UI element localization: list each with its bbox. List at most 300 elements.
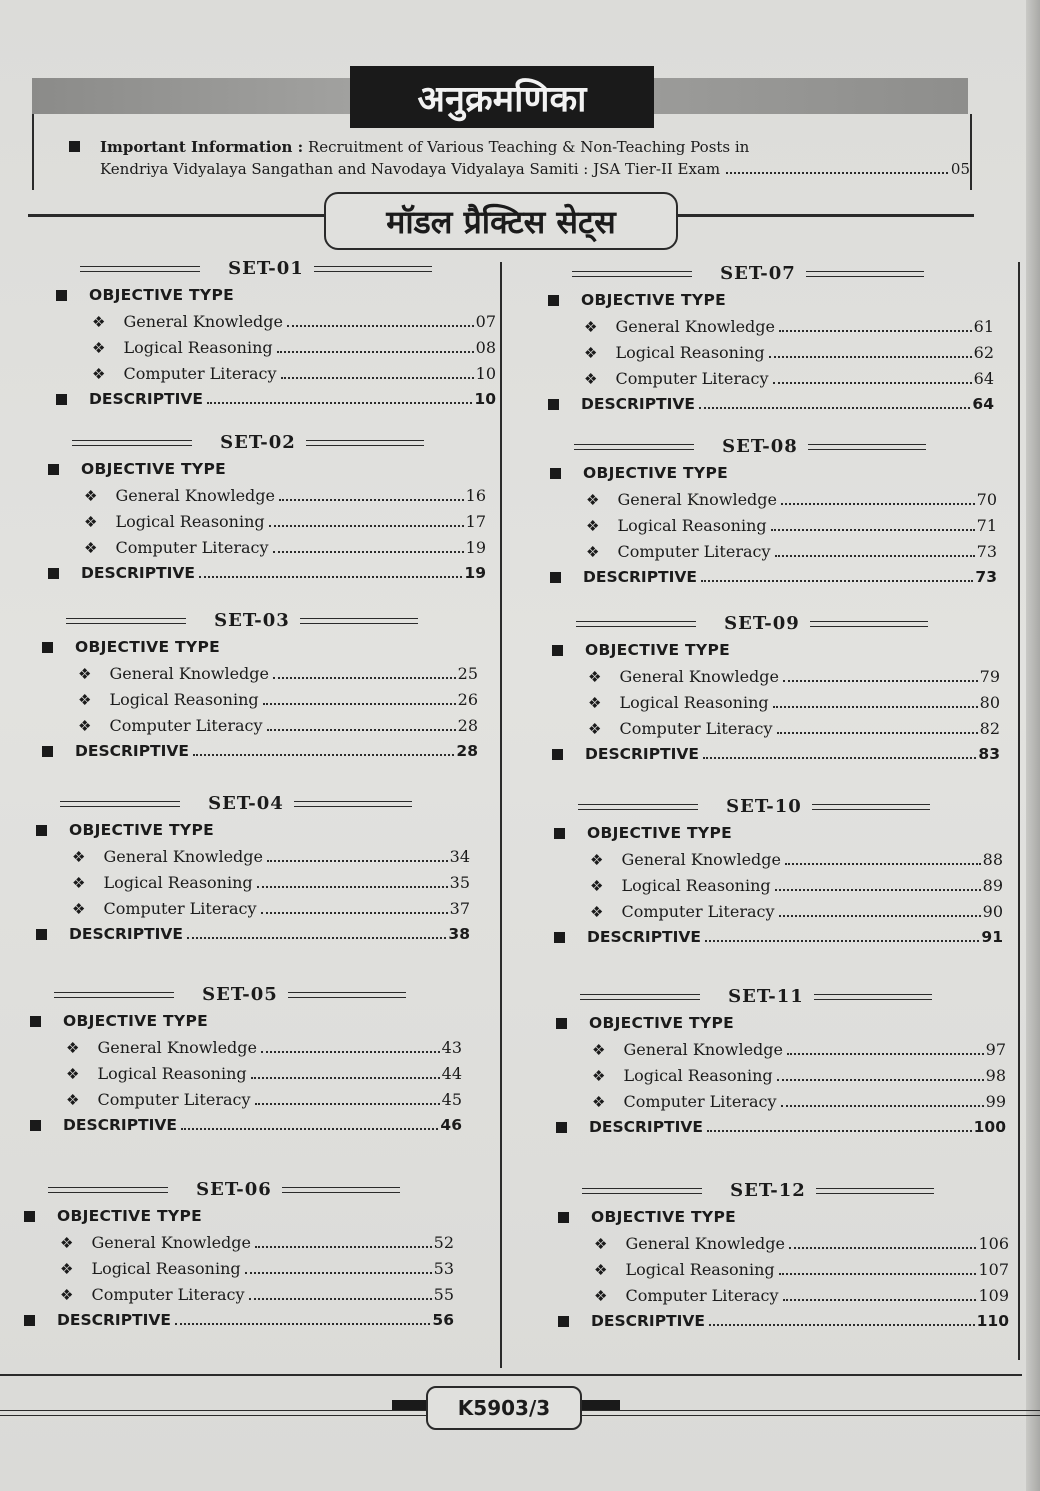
objective-row: [558, 1208, 1009, 1234]
general-knowledge-page: 70: [976, 490, 997, 509]
descriptive-page: 73: [975, 568, 997, 586]
leader-dots: [255, 1246, 432, 1248]
objective-type-label: OBJECTIVE TYPE: [57, 1207, 202, 1225]
index-title: अनुक्रमणिका: [350, 66, 654, 128]
info-text-2: Kendriya Vidyalaya Sangathan and Navodaya Vidyalaya Samiti : JSA Tier-II Exam: [100, 160, 721, 178]
objective-type-label: OBJECTIVE TYPE: [89, 286, 234, 304]
objective-type-label: OBJECTIVE TYPE: [591, 1208, 736, 1226]
diamond-bullet-icon: ❖: [594, 1235, 608, 1253]
computer-literacy-page: 55: [433, 1285, 454, 1304]
leader-dots: [783, 1299, 977, 1301]
general-knowledge-label: General Knowledge: [617, 490, 777, 509]
square-bullet-icon: [24, 1315, 35, 1326]
set-title: SET-12: [730, 1180, 806, 1201]
logical-reasoning-page: 44: [441, 1064, 462, 1083]
diamond-bullet-icon: ❖: [84, 539, 98, 557]
logical-reasoning-page: 35: [449, 873, 470, 892]
square-bullet-icon: [554, 932, 565, 943]
diamond-bullet-icon: ❖: [584, 370, 598, 388]
leader-dots: [279, 499, 464, 501]
diamond-bullet-icon: ❖: [592, 1067, 606, 1085]
diamond-bullet-icon: ❖: [66, 1091, 80, 1109]
descriptive-label: DESCRIPTIVE: [591, 1312, 705, 1330]
diamond-bullet-icon: ❖: [588, 720, 602, 738]
diamond-bullet-icon: ❖: [92, 365, 106, 383]
computer-literacy-label: Computer Literacy: [115, 538, 269, 557]
leader-dots: [261, 912, 448, 914]
set-rule-left: [580, 994, 700, 1000]
descriptive-row: [554, 928, 1003, 954]
set-rule-left: [572, 271, 692, 277]
computer-literacy-page: 109: [978, 1286, 1009, 1305]
general-knowledge-row: [554, 850, 1003, 876]
computer-literacy-row: [550, 542, 997, 568]
objective-row: [42, 638, 478, 664]
footer-bar-right: [576, 1400, 620, 1410]
general-knowledge-page: 79: [979, 667, 1000, 686]
square-bullet-icon: [36, 929, 47, 940]
diamond-bullet-icon: ❖: [92, 339, 106, 357]
general-knowledge-row: [56, 312, 496, 338]
square-bullet-icon: [42, 642, 53, 653]
logical-reasoning-row: [548, 343, 994, 369]
objective-row: [36, 821, 470, 847]
page-edge: [1026, 0, 1040, 1491]
set-rule-right: [306, 440, 424, 446]
computer-literacy-label: Computer Literacy: [617, 542, 771, 561]
set-heading: [30, 984, 462, 1008]
diamond-bullet-icon: ❖: [78, 691, 92, 709]
set-title: SET-01: [228, 258, 304, 279]
leader-dots: [709, 1324, 975, 1326]
leader-dots: [781, 1105, 984, 1107]
descriptive-label: DESCRIPTIVE: [585, 745, 699, 763]
set-heading: [48, 432, 486, 456]
general-knowledge-label: General Knowledge: [97, 1038, 257, 1057]
set-rule-left: [48, 1187, 168, 1193]
square-bullet-icon: [48, 464, 59, 475]
computer-literacy-page: 90: [982, 902, 1003, 921]
logical-reasoning-label: Logical Reasoning: [97, 1064, 247, 1083]
descriptive-label: DESCRIPTIVE: [81, 564, 195, 582]
set-rule-left: [66, 618, 186, 624]
descriptive-page: 46: [440, 1116, 462, 1134]
set-rule-right: [816, 1188, 934, 1194]
square-bullet-icon: [552, 645, 563, 656]
descriptive-row: [558, 1312, 1009, 1338]
leader-dots: [779, 915, 981, 917]
set-rule-left: [574, 444, 694, 450]
descriptive-label: DESCRIPTIVE: [63, 1116, 177, 1134]
set-rule-right: [810, 621, 928, 627]
leader-dots: [273, 551, 464, 553]
computer-literacy-label: Computer Literacy: [625, 1286, 779, 1305]
diamond-bullet-icon: ❖: [590, 877, 604, 895]
logical-reasoning-page: 26: [457, 690, 478, 709]
diamond-bullet-icon: ❖: [84, 513, 98, 531]
square-bullet-icon: [556, 1018, 567, 1029]
square-bullet-icon: [30, 1120, 41, 1131]
general-knowledge-label: General Knowledge: [109, 664, 269, 683]
descriptive-label: DESCRIPTIVE: [89, 390, 203, 408]
objective-type-label: OBJECTIVE TYPE: [69, 821, 214, 839]
general-knowledge-label: General Knowledge: [123, 312, 283, 331]
computer-literacy-label: Computer Literacy: [123, 364, 277, 383]
leader-dots: [777, 1079, 984, 1081]
set-title: SET-02: [220, 432, 296, 453]
descriptive-page: 64: [972, 395, 994, 413]
leader-dots: [263, 703, 456, 705]
logical-reasoning-label: Logical Reasoning: [103, 873, 253, 892]
logical-reasoning-label: Logical Reasoning: [619, 693, 769, 712]
logical-reasoning-row: [36, 873, 470, 899]
set-heading: [558, 1180, 1009, 1204]
set-title: SET-10: [726, 796, 802, 817]
set-block: [550, 436, 997, 594]
set-heading: [56, 258, 496, 282]
column-divider: [500, 262, 502, 1368]
square-bullet-icon: [36, 825, 47, 836]
objective-row: [554, 824, 1003, 850]
set-heading: [556, 986, 1006, 1010]
leader-dots: [181, 1128, 438, 1130]
leader-dots: [785, 863, 981, 865]
computer-literacy-label: Computer Literacy: [621, 902, 775, 921]
set-rule-left: [60, 801, 180, 807]
set-heading: [42, 610, 478, 634]
computer-literacy-page: 19: [465, 538, 486, 557]
diamond-bullet-icon: ❖: [84, 487, 98, 505]
square-bullet-icon: [552, 749, 563, 760]
general-knowledge-page: 07: [475, 312, 496, 331]
descriptive-page: 56: [432, 1311, 454, 1329]
general-knowledge-row: [548, 317, 994, 343]
set-title: SET-03: [214, 610, 290, 631]
logical-reasoning-row: [558, 1260, 1009, 1286]
descriptive-row: [550, 568, 997, 594]
square-bullet-icon: [24, 1211, 35, 1222]
set-rule-left: [72, 440, 192, 446]
square-bullet-icon: [42, 746, 53, 757]
leader-dots: [193, 754, 454, 756]
leader-dots: [269, 525, 464, 527]
computer-literacy-page: 10: [475, 364, 496, 383]
leader-dots: [783, 680, 978, 682]
computer-literacy-page: 73: [976, 542, 997, 561]
computer-literacy-row: [56, 364, 496, 390]
diamond-bullet-icon: ❖: [584, 318, 598, 336]
diamond-bullet-icon: ❖: [78, 717, 92, 735]
set-heading: [554, 796, 1003, 820]
diamond-bullet-icon: ❖: [66, 1039, 80, 1057]
objective-type-label: OBJECTIVE TYPE: [75, 638, 220, 656]
set-heading: [552, 613, 1000, 637]
square-bullet-icon: [550, 468, 561, 479]
set-title: SET-06: [196, 1179, 272, 1200]
logical-reasoning-page: 71: [976, 516, 997, 535]
set-rule-right: [808, 444, 926, 450]
logical-reasoning-page: 89: [982, 876, 1003, 895]
computer-literacy-page: 45: [441, 1090, 462, 1109]
logical-reasoning-label: Logical Reasoning: [617, 516, 767, 535]
set-block: [48, 432, 486, 590]
diamond-bullet-icon: ❖: [78, 665, 92, 683]
objective-row: [552, 641, 1000, 667]
leader-dots: [199, 576, 462, 578]
general-knowledge-label: General Knowledge: [625, 1234, 785, 1253]
descriptive-row: [48, 564, 486, 590]
leader-dots: [773, 382, 972, 384]
descriptive-page: 83: [978, 745, 1000, 763]
info-page: 05: [950, 160, 970, 178]
general-knowledge-row: [48, 486, 486, 512]
general-knowledge-label: General Knowledge: [103, 847, 263, 866]
objective-row: [550, 464, 997, 490]
diamond-bullet-icon: ❖: [594, 1287, 608, 1305]
leader-dots: [787, 1053, 984, 1055]
logical-reasoning-row: [552, 693, 1000, 719]
general-knowledge-row: [558, 1234, 1009, 1260]
set-title: SET-04: [208, 793, 284, 814]
general-knowledge-row: [552, 667, 1000, 693]
descriptive-row: [36, 925, 470, 951]
descriptive-page: 19: [464, 564, 486, 582]
objective-type-label: OBJECTIVE TYPE: [81, 460, 226, 478]
set-block: [24, 1179, 454, 1337]
general-knowledge-row: [556, 1040, 1006, 1066]
leader-dots: [267, 860, 448, 862]
leader-dots: [705, 940, 979, 942]
leader-dots: [775, 555, 975, 557]
descriptive-page: 38: [448, 925, 470, 943]
set-rule-right: [314, 266, 432, 272]
square-bullet-icon: [548, 295, 559, 306]
square-bullet-icon: [558, 1212, 569, 1223]
set-rule-left: [80, 266, 200, 272]
descriptive-page: 100: [973, 1118, 1006, 1136]
set-title: SET-07: [720, 263, 796, 284]
computer-literacy-label: Computer Literacy: [97, 1090, 251, 1109]
objective-row: [548, 291, 994, 317]
set-block: [552, 613, 1000, 771]
computer-literacy-label: Computer Literacy: [615, 369, 769, 388]
leader-dots: [249, 1298, 432, 1300]
diamond-bullet-icon: ❖: [594, 1261, 608, 1279]
computer-literacy-row: [548, 369, 994, 395]
descriptive-label: DESCRIPTIVE: [589, 1118, 703, 1136]
set-block: [42, 610, 478, 768]
set-rule-right: [282, 1187, 400, 1193]
descriptive-label: DESCRIPTIVE: [583, 568, 697, 586]
leader-dots: [789, 1247, 976, 1249]
logical-reasoning-row: [24, 1259, 454, 1285]
general-knowledge-label: General Knowledge: [623, 1040, 783, 1059]
square-bullet-icon: [56, 394, 67, 405]
descriptive-page: 91: [981, 928, 1003, 946]
set-title: SET-05: [202, 984, 278, 1005]
set-rule-right: [812, 804, 930, 810]
descriptive-row: [30, 1116, 462, 1142]
set-rule-right: [806, 271, 924, 277]
leader-dots: [261, 1051, 440, 1053]
general-knowledge-page: 25: [457, 664, 478, 683]
general-knowledge-label: General Knowledge: [621, 850, 781, 869]
general-knowledge-page: 43: [441, 1038, 462, 1057]
general-knowledge-page: 34: [449, 847, 470, 866]
leader-dots: [726, 172, 948, 174]
logical-reasoning-row: [550, 516, 997, 542]
leader-dots: [207, 402, 472, 404]
footer-code: K5903/3: [426, 1386, 582, 1430]
leader-dots: [273, 677, 456, 679]
computer-literacy-row: [552, 719, 1000, 745]
objective-row: [24, 1207, 454, 1233]
computer-literacy-row: [30, 1090, 462, 1116]
square-bullet-icon: [548, 399, 559, 410]
square-bullet-icon: [558, 1316, 569, 1327]
diamond-bullet-icon: ❖: [586, 543, 600, 561]
computer-literacy-page: 99: [985, 1092, 1006, 1111]
set-title: SET-09: [724, 613, 800, 634]
logical-reasoning-row: [556, 1066, 1006, 1092]
logical-reasoning-row: [42, 690, 478, 716]
leader-dots: [251, 1077, 440, 1079]
objective-row: [556, 1014, 1006, 1040]
computer-literacy-label: Computer Literacy: [103, 899, 257, 918]
set-heading: [36, 793, 470, 817]
general-knowledge-label: General Knowledge: [619, 667, 779, 686]
leader-dots: [287, 325, 474, 327]
descriptive-label: DESCRIPTIVE: [69, 925, 183, 943]
logical-reasoning-label: Logical Reasoning: [91, 1259, 241, 1278]
square-bullet-icon: [48, 568, 59, 579]
general-knowledge-page: 88: [982, 850, 1003, 869]
diamond-bullet-icon: ❖: [590, 851, 604, 869]
important-info: [100, 136, 970, 180]
objective-type-label: OBJECTIVE TYPE: [589, 1014, 734, 1032]
right-border: [1018, 262, 1020, 1360]
general-knowledge-row: [30, 1038, 462, 1064]
logical-reasoning-row: [48, 512, 486, 538]
info-text-1: Recruitment of Various Teaching & Non-Teaching Posts in: [307, 138, 750, 156]
logical-reasoning-label: Logical Reasoning: [621, 876, 771, 895]
set-block: [36, 793, 470, 951]
descriptive-page: 10: [474, 390, 496, 408]
leader-dots: [701, 580, 973, 582]
descriptive-row: [56, 390, 496, 416]
descriptive-row: [24, 1311, 454, 1337]
logical-reasoning-label: Logical Reasoning: [115, 512, 265, 531]
logical-reasoning-label: Logical Reasoning: [109, 690, 259, 709]
leader-dots: [775, 889, 981, 891]
leader-dots: [777, 732, 978, 734]
diamond-bullet-icon: ❖: [590, 903, 604, 921]
square-bullet-icon: [550, 572, 561, 583]
descriptive-label: DESCRIPTIVE: [57, 1311, 171, 1329]
leader-dots: [245, 1272, 432, 1274]
bottom-rule: [0, 1374, 1022, 1376]
model-practice-sets-title: मॉडल प्रैक्टिस सेट्स: [324, 192, 678, 250]
set-heading: [550, 436, 997, 460]
general-knowledge-row: [42, 664, 478, 690]
set-block: [554, 796, 1003, 954]
descriptive-row: [42, 742, 478, 768]
logical-reasoning-page: 17: [465, 512, 486, 531]
computer-literacy-page: 37: [449, 899, 470, 918]
computer-literacy-label: Computer Literacy: [623, 1092, 777, 1111]
logical-reasoning-page: 08: [475, 338, 496, 357]
computer-literacy-page: 82: [979, 719, 1000, 738]
diamond-bullet-icon: ❖: [586, 517, 600, 535]
set-block: [556, 986, 1006, 1144]
leader-dots: [281, 377, 474, 379]
leader-dots: [277, 351, 474, 353]
set-heading: [548, 263, 994, 287]
general-knowledge-page: 106: [978, 1234, 1009, 1253]
square-bullet-icon: [554, 828, 565, 839]
set-title: SET-11: [728, 986, 804, 1007]
diamond-bullet-icon: ❖: [586, 491, 600, 509]
diamond-bullet-icon: ❖: [66, 1065, 80, 1083]
computer-literacy-row: [558, 1286, 1009, 1312]
computer-literacy-row: [48, 538, 486, 564]
objective-type-label: OBJECTIVE TYPE: [585, 641, 730, 659]
objective-row: [56, 286, 496, 312]
logical-reasoning-page: 107: [978, 1260, 1009, 1279]
computer-literacy-page: 28: [457, 716, 478, 735]
computer-literacy-row: [554, 902, 1003, 928]
computer-literacy-label: Computer Literacy: [91, 1285, 245, 1304]
leader-dots: [187, 937, 446, 939]
logical-reasoning-label: Logical Reasoning: [623, 1066, 773, 1085]
set-block: [548, 263, 994, 421]
computer-literacy-label: Computer Literacy: [109, 716, 263, 735]
set-rule-left: [582, 1188, 702, 1194]
leader-dots: [255, 1103, 440, 1105]
set-rule-left: [576, 621, 696, 627]
diamond-bullet-icon: ❖: [60, 1286, 74, 1304]
leader-dots: [769, 356, 972, 358]
diamond-bullet-icon: ❖: [588, 668, 602, 686]
set-block: [30, 984, 462, 1142]
set-block: [56, 258, 496, 416]
set-heading: [24, 1179, 454, 1203]
general-knowledge-page: 16: [465, 486, 486, 505]
set-rule-left: [578, 804, 698, 810]
leader-dots: [779, 1273, 977, 1275]
diamond-bullet-icon: ❖: [72, 874, 86, 892]
leader-dots: [707, 1130, 972, 1132]
leader-dots: [257, 886, 448, 888]
square-bullet-icon: [56, 290, 67, 301]
leader-dots: [267, 729, 456, 731]
descriptive-label: DESCRIPTIVE: [581, 395, 695, 413]
set-title: SET-08: [722, 436, 798, 457]
set-rule-right: [294, 801, 412, 807]
computer-literacy-row: [42, 716, 478, 742]
diamond-bullet-icon: ❖: [60, 1260, 74, 1278]
general-knowledge-label: General Knowledge: [615, 317, 775, 336]
logical-reasoning-label: Logical Reasoning: [615, 343, 765, 362]
leader-dots: [703, 757, 976, 759]
objective-row: [48, 460, 486, 486]
diamond-bullet-icon: ❖: [60, 1234, 74, 1252]
general-knowledge-page: 61: [973, 317, 994, 336]
descriptive-page: 28: [456, 742, 478, 760]
descriptive-row: [556, 1118, 1006, 1144]
leader-dots: [175, 1323, 430, 1325]
diamond-bullet-icon: ❖: [588, 694, 602, 712]
